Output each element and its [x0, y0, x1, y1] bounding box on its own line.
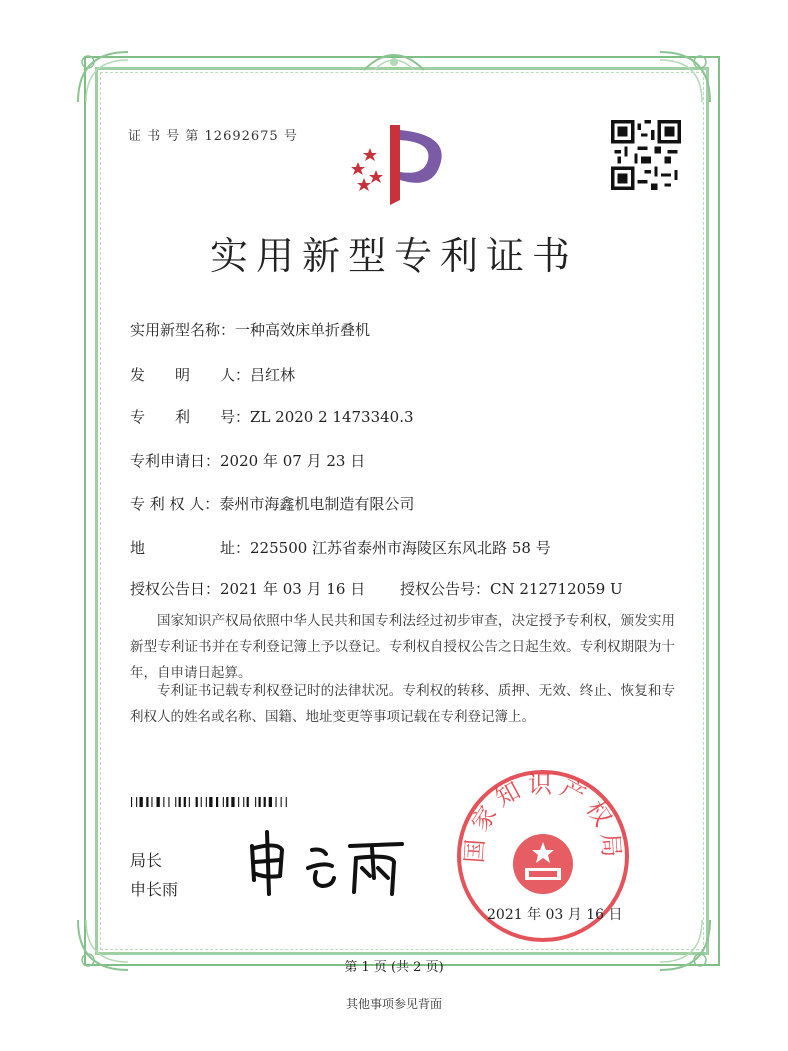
barcode-bar: [131, 797, 132, 807]
field-value: 泰州市海鑫机电制造有限公司: [219, 495, 415, 513]
field-patentee: [130, 493, 414, 514]
field-label: 授权公告日：: [130, 580, 221, 598]
field-value: 一种高效床单折叠机: [235, 321, 371, 339]
field-label: 专 利 号：: [130, 408, 251, 426]
barcode-bar: [259, 797, 261, 807]
barcode-bar: [255, 797, 256, 807]
barcode-bar: [168, 797, 169, 807]
barcode-bar: [226, 797, 228, 807]
director-name: 申长雨: [130, 880, 179, 899]
barcode-bar: [276, 797, 277, 807]
barcode-bar: [281, 797, 282, 807]
barcode-bar: [184, 797, 186, 807]
field-address: [130, 537, 551, 558]
body-paragraph-2: 专利证书记载专利权登记时的法律状况。专利权的转移、质押、无效、终止、恢复和专利权人的姓名或名称、国籍、地址变更等事项记载在专利登记簿上。: [130, 683, 675, 725]
corner-ornament-top-left-icon: [68, 42, 138, 112]
field-filing-date: [130, 450, 365, 471]
barcode-bar: [269, 797, 272, 807]
field-utility-model-name: [130, 319, 370, 340]
barcode-bar: [231, 797, 234, 807]
field-value: CN 212712059 U: [490, 580, 623, 598]
field-inventor: [130, 364, 295, 385]
director-signature-icon: [242, 828, 412, 900]
field-label: 专 利 权 人：: [130, 495, 220, 513]
field-value: 吕红林: [250, 366, 296, 384]
seal-date: 2021 年 03 月 16 日: [487, 907, 623, 923]
field-label: 专利申请日：: [130, 452, 221, 470]
field-label: 发 明 人：: [130, 366, 251, 384]
barcode-bar: [286, 797, 287, 807]
field-value: 225500 江苏省泰州市海陵区东风北路 58 号: [250, 539, 551, 557]
certificate-title: 实用新型专利证书: [209, 234, 578, 278]
barcode-bar: [151, 797, 152, 807]
barcode-bar: [264, 797, 266, 807]
barcode-icon: [131, 797, 331, 807]
footer-note: 其他事项参见背面: [345, 997, 442, 1011]
page-number: 第 1 页 (共 2 页): [344, 960, 444, 975]
qr-code-icon: [611, 120, 681, 190]
barcode-bar: [209, 797, 212, 807]
barcode-bar: [216, 797, 218, 807]
body-paragraph-1: 国家知识产权局依照中华人民共和国专利法经过初步审查，决定授予专利权，颁发实用新型专利证书并在专利登记簿上予以登记。专利权自授权公告之日起生效。专利权期限为十年，自申请日起算。: [130, 613, 675, 681]
barcode-bar: [238, 797, 239, 807]
barcode-bar: [175, 797, 176, 807]
barcode-bar: [179, 797, 181, 807]
top-center-ornament-icon: [359, 40, 429, 80]
field-patent-number: [130, 406, 414, 427]
director-title: 局长: [130, 851, 163, 870]
barcode-bar: [206, 797, 207, 807]
patent-office-logo-icon: [340, 120, 460, 210]
corner-ornament-top-right-icon: [650, 42, 720, 112]
field-label: 授权公告号：: [400, 580, 491, 598]
field-grant-date: [130, 578, 365, 599]
barcode-bar: [163, 797, 164, 807]
certificate-number: 证 书 号 第 12692675 号: [128, 129, 298, 144]
field-grant-number: [400, 578, 623, 599]
barcode-bar: [243, 797, 244, 807]
barcode-bar: [201, 797, 202, 807]
field-value: ZL 2020 2 1473340.3: [250, 408, 414, 426]
barcode-bar: [247, 797, 249, 807]
field-value: 2021 年 03 月 16 日: [220, 580, 366, 598]
barcode-bar: [140, 797, 143, 807]
field-label: 地 址：: [130, 539, 251, 557]
barcode-bar: [189, 797, 190, 807]
field-value: 2020 年 07 月 23 日: [220, 452, 366, 470]
barcode-bar: [223, 797, 224, 807]
barcode-bar: [136, 797, 137, 807]
field-label: 实用新型名称：: [130, 321, 236, 339]
barcode-bar: [157, 797, 160, 807]
barcode-bar: [196, 797, 198, 807]
seal-text: 国家知识产权局: [460, 770, 626, 865]
barcode-bar: [146, 797, 148, 807]
